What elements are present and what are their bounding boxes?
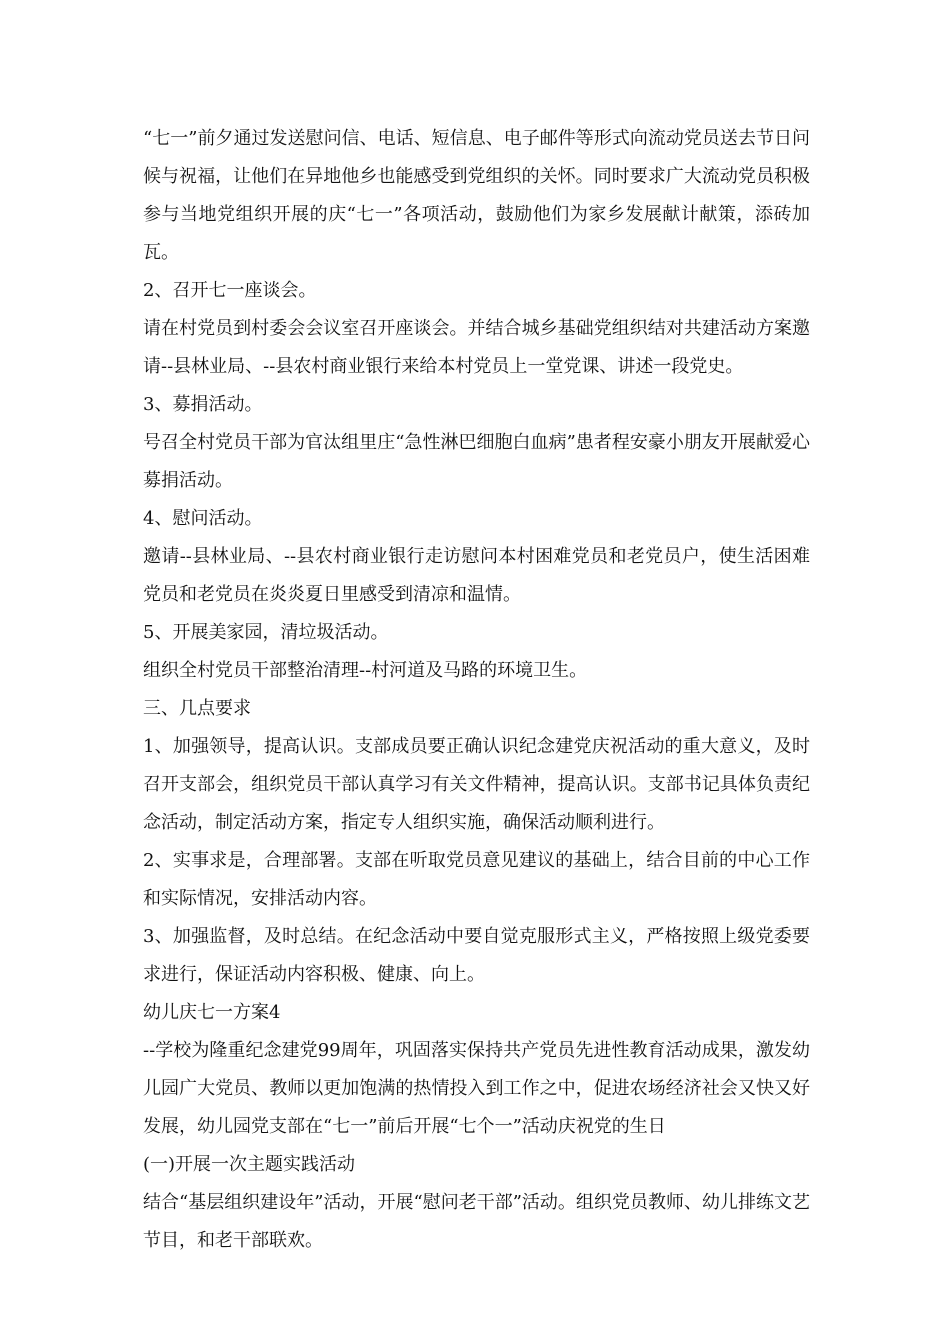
subsection-heading-theme-activity: (一)开展一次主题实践活动 <box>143 1154 356 1175</box>
paragraph-greeting-mobile-members: “七一”前夕通过发送慰问信、电话、短信息、电子邮件等形式向流动党员送去节日问候与祝福，让他们在异地他乡也能感受到党组织的关怀。同时要求广大流动党员积极参与当地党组织开展的庆“七一”各项活动，鼓励他们为家乡发展献计献策，添砖加瓦。 <box>143 128 810 263</box>
paragraph-theme-activity: 结合“基层组织建设年”活动，开展“慰问老干部”活动。组织党员教师、幼儿排练文艺节目，和老干部联欢。 <box>143 1192 810 1251</box>
item-heading-symposium: 2、召开七一座谈会。 <box>143 280 317 301</box>
paragraph-symposium: 请在村党员到村委会会议室召开座谈会。并结合城乡基础党组织结对共建活动方案邀请--县林业局、--县农村商业银行来给本村党员上一堂党课、讲述一段党史。 <box>143 318 810 377</box>
paragraph-requirement-supervision: 3、加强监督，及时总结。在纪念活动中要自觉克服形式主义，严格按照上级党委要求进行，保证活动内容积极、健康、向上。 <box>143 926 810 985</box>
paragraph-visits: 邀请--县林业局、--县农村商业银行走访慰问本村困难党员和老党员户，使生活困难党员和老党员在炎炎夏日里感受到清凉和温情。 <box>143 546 810 605</box>
paragraph-fundraising: 号召全村党员干部为官汰组里庄“急性淋巴细胞白血病”患者程安豪小朋友开展献爱心募捐活动。 <box>143 432 810 491</box>
item-heading-cleanup: 5、开展美家园，清垃圾活动。 <box>143 622 389 643</box>
paragraph-requirement-practical: 2、实事求是，合理部署。支部在听取党员意见建议的基础上，结合目前的中心工作和实际情况，安排活动内容。 <box>143 850 810 909</box>
plan-title: 幼儿庆七一方案4 <box>143 1002 281 1023</box>
paragraph-requirement-leadership: 1、加强领导，提高认识。支部成员要正确认识纪念建党庆祝活动的重大意义，及时召开支部会，组织党员干部认真学习有关文件精神，提高认识。支部书记具体负责纪念活动，制定活动方案，指定专人组织实施，确保活动顺利进行。 <box>143 736 810 833</box>
document-body <box>143 120 810 1260</box>
item-heading-visits: 4、慰问活动。 <box>143 508 263 529</box>
item-heading-fundraising: 3、募捐活动。 <box>143 394 263 415</box>
section-heading-requirements: 三、几点要求 <box>143 698 251 719</box>
paragraph-cleanup: 组织全村党员干部整治清理--村河道及马路的环境卫生。 <box>143 660 588 681</box>
paragraph-plan-intro: --学校为隆重纪念建党99周年，巩固落实保持共产党员先进性教育活动成果，激发幼儿园广大党员、教师以更加饱满的热情投入到工作之中，促进农场经济社会又快又好发展，幼儿园党支部在“七一”前后开展“七个一”活动庆祝党的生日 <box>143 1040 810 1137</box>
